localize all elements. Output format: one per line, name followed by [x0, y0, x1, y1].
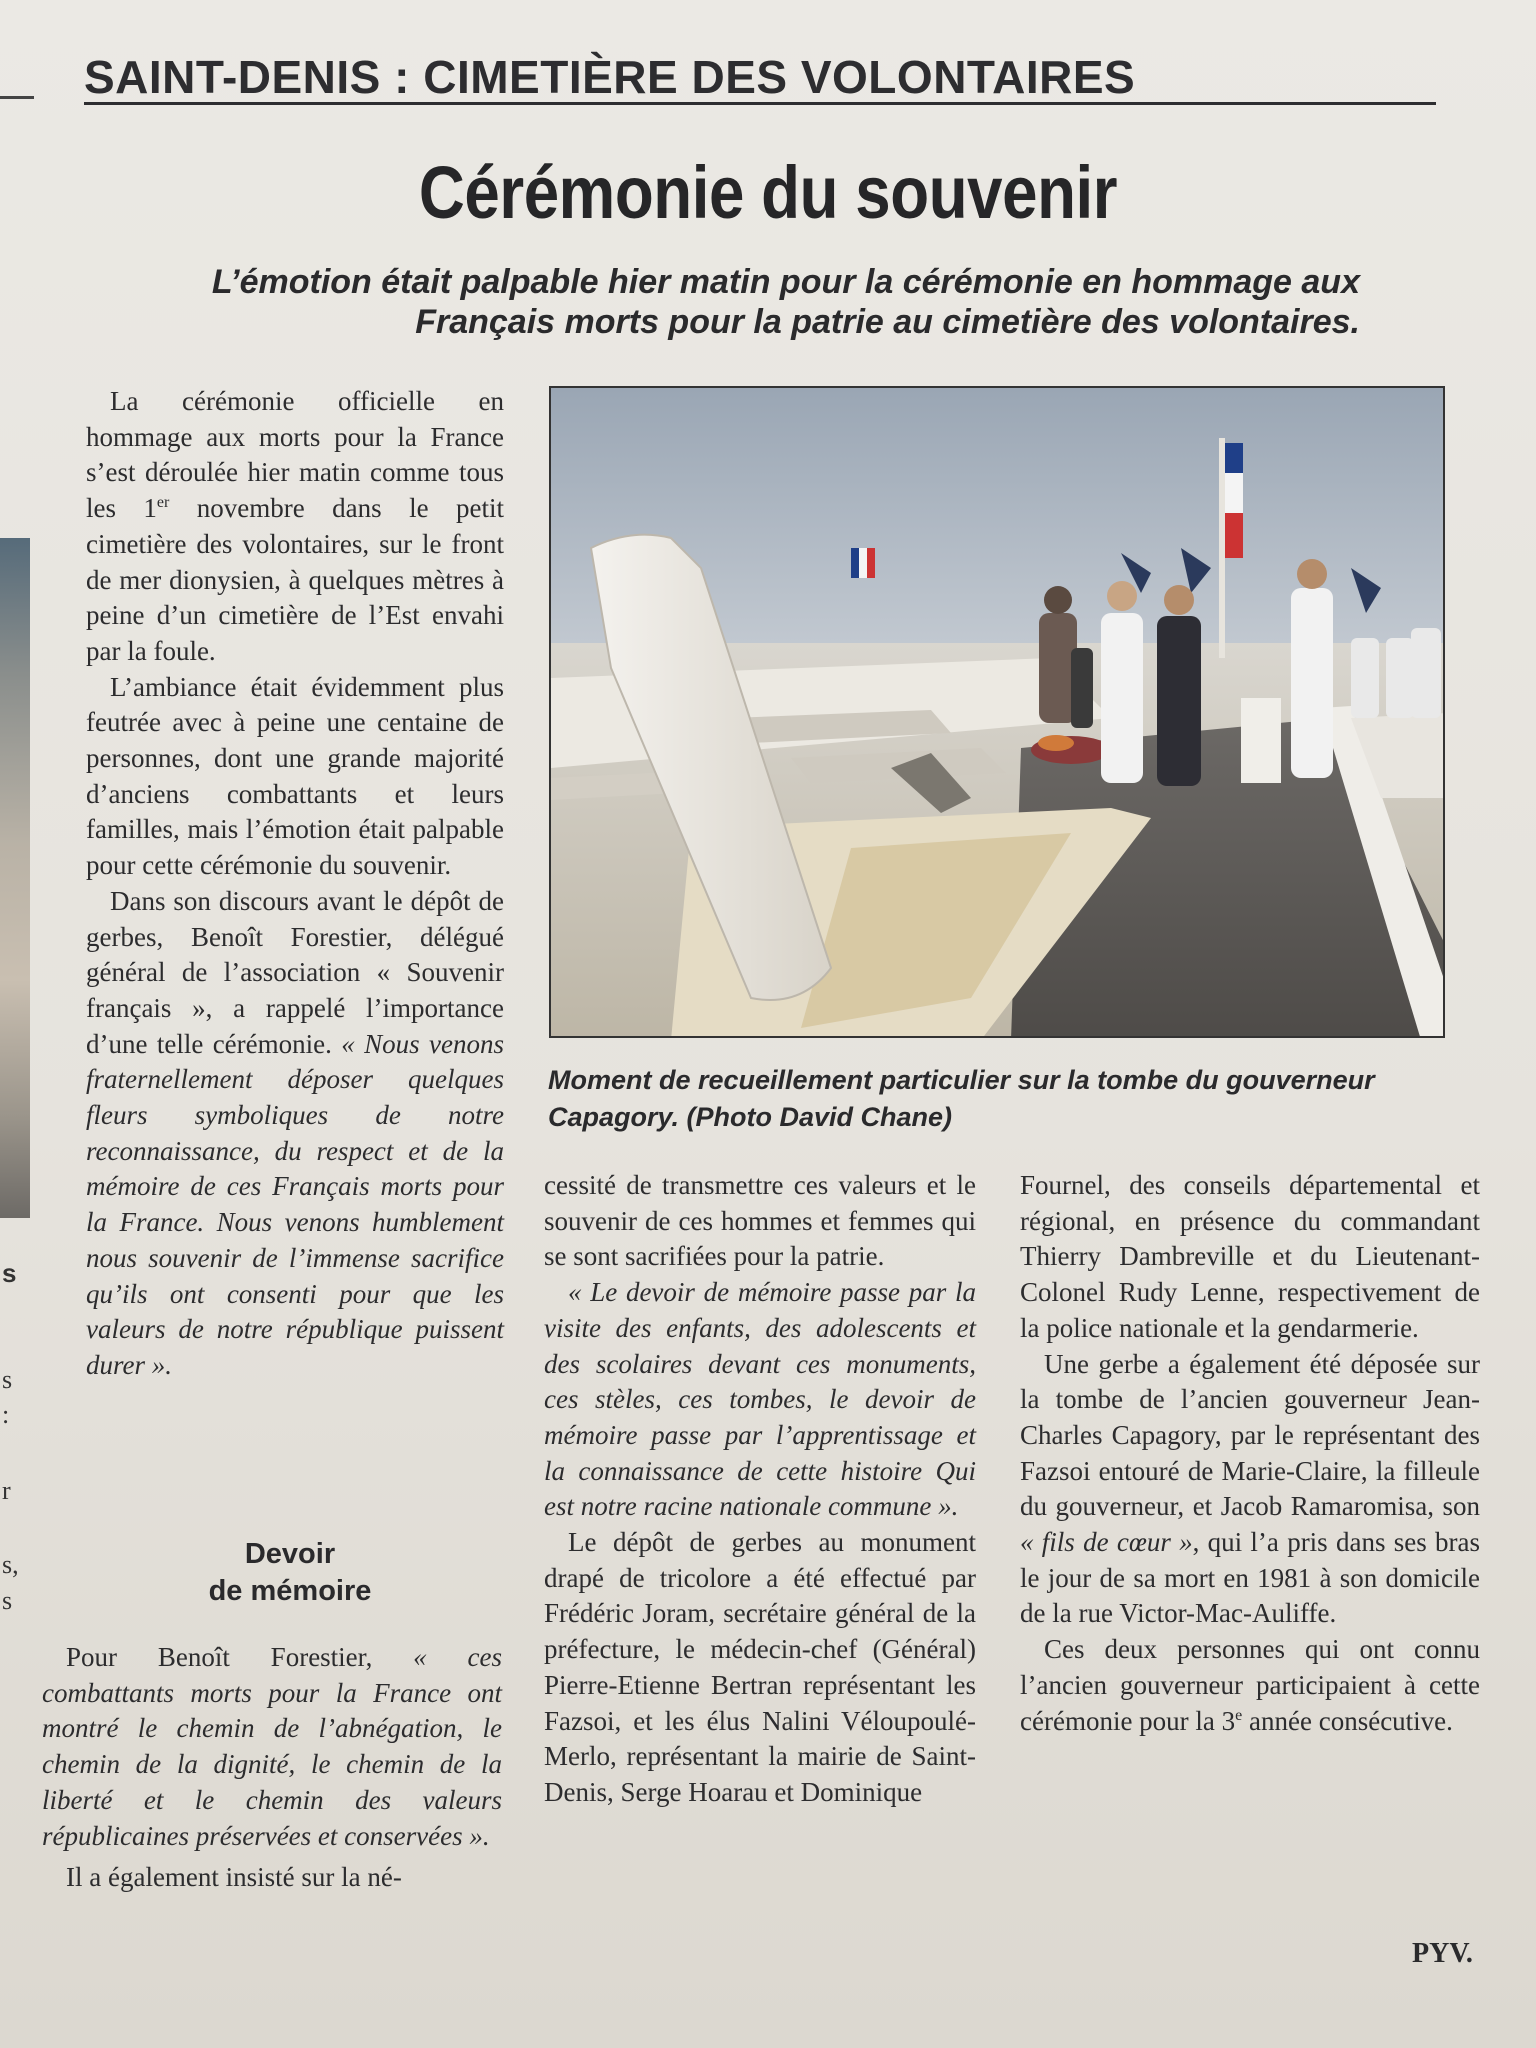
ceremony-photo	[549, 386, 1445, 1038]
paragraph: Ces deux personnes qui ont connu l’ancien gouverneur participaient à cette cérémonie pour la 3e année consécutive.	[1020, 1634, 1480, 1736]
paragraph: Fournel, des conseils départemental et régional, en présence du commandant Thierry Dambreville et du Lieutenant-Colonel Rudy Lenne, respectivement de la police nationale et la gendarmerie.	[1020, 1170, 1480, 1343]
paragraph: Le dépôt de gerbes au monument drapé de tricolore a été effectué par Frédéric Joram, secrétaire général de la préfecture, le médecin-chef (Général) Pierre-Etienne Bertran représentant les Fazsoi, et les élus Nalini Véloupoulé-Merlo, représentant la mairie de Saint-Denis, Serge Hoarau et Dominique	[544, 1527, 976, 1807]
article-column-1-continued	[42, 1640, 502, 1896]
article-column-3	[1020, 1168, 1480, 1739]
adjacent-photo	[0, 538, 30, 1218]
headline: Cérémonie du souvenir	[418, 151, 1118, 234]
paragraph: cessité de transmettre ces valeurs et le souvenir de ces hommes et femmes qui se sont sacrifiées pour la patrie.	[544, 1170, 976, 1272]
adjacent-rule	[0, 96, 34, 99]
adjacent-article-fragment	[0, 0, 34, 2048]
paragraph: « Le devoir de mémoire passe par la visite des enfants, des adolescents et des scolaires devant ces monuments, ces stèles, ces tombes, le devoir de mémoire passe par l’apprentissage et la connaissance de cette histoire Qui est notre racine nationale commune ».	[544, 1277, 976, 1522]
chapeau: L’émotion était palpable hier matin pour la cérémonie en hommage aux Français morts pour la patrie au cimetière des volontaires.	[211, 263, 1360, 341]
paragraph: Il a également insisté sur la né-	[66, 1862, 402, 1893]
adjacent-text-fragment: s	[2, 1365, 13, 1394]
paragraph: Dans son discours avant le dépôt de gerbes, Benoît Forestier, délégué général de l’association « Souvenir français », a rappelé l’importance d’une telle cérémonie. « Nous venons fraternellement déposer quelques fleurs symboliques de notre reconnaissance, du respect et de la mémoire de ces Français morts pour la France. Nous venons humblement nous souvenir de l’immense sacrifice qu’ils ont consenti pour que les valeurs de notre république puissent durer ».	[86, 885, 504, 1380]
paragraph: Pour Benoît Forestier, « ces combattants morts pour la France ont montré le chemin de l’abnégation, le chemin de la dignité, le chemin de la liberté et le chemin des valeurs républicaines préservées et conservées ».	[42, 1642, 502, 1851]
photo-caption: Moment de recueillement particulier sur la tombe du gouverneur Capagory. (Photo David Chane)	[548, 1065, 1375, 1132]
adjacent-text-fragment: r	[2, 1476, 11, 1505]
adjacent-text-fragment: s	[2, 1586, 13, 1615]
article-column-1	[86, 384, 504, 1384]
paragraph: Une gerbe a également été déposée sur la tombe de l’ancien gouverneur Jean-Charles Capagory, par le représentant des Fazsoi entouré de Marie-Claire, la filleule du gouverneur, et Jacob Ramaromisa, son « fils de cœur », qui l’a pris dans ses bras le jour de sa mort en 1981 à son domicile de la rue Victor-Mac-Auliffe.	[1020, 1348, 1481, 1629]
section-header: SAINT-DENIS : CIMETIÈRE DES VOLONTAIRES	[84, 51, 1136, 103]
adjacent-text-fragment: :	[2, 1400, 10, 1429]
article-column-2	[544, 1168, 976, 1811]
adjacent-text-fragment: s,	[2, 1550, 19, 1579]
paragraph: La cérémonie officielle en hommage aux morts pour la France s’est déroulée hier matin comme tous les 1er novembre dans le petit cimetière des volontaires, sur le front de mer dionysien, à quelques mètres à peine d’un cimetière de l’Est envahi par la foule.	[86, 386, 504, 666]
subheading: Devoir de mémoire	[208, 1538, 372, 1607]
ceremony-photo-illustration	[551, 388, 1445, 1038]
adjacent-text-fragment: s	[2, 1258, 17, 1288]
author-signature: PYV.	[1412, 1938, 1473, 1969]
section-rule	[84, 102, 1436, 105]
paragraph: L’ambiance était évidemment plus feutrée avec à peine une centaine de personnes, dont une grande majorité d’anciens combattants et leurs familles, mais l’émotion était palpable pour cette cérémonie du souvenir.	[86, 671, 504, 881]
